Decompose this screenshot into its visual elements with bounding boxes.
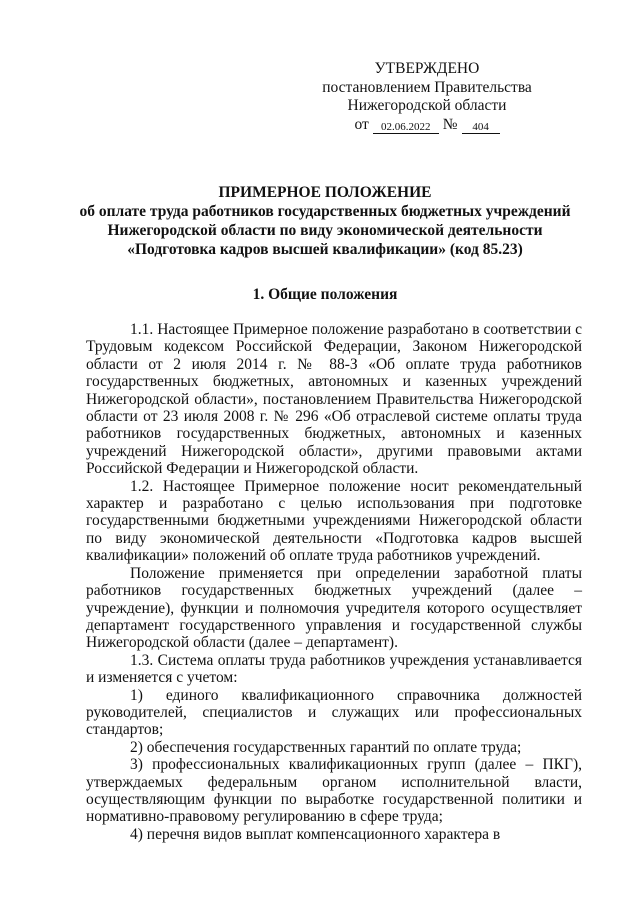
title-line-3: Нижегородской области по виду экономической деятельности [107, 222, 543, 239]
title-line-2: об оплате труда работников государственных бюджетных учреждений [79, 203, 571, 220]
paragraph: Положение применяется при определении заработной платы работников государственных бюджетных учреждений (далее – учреждение), функции и полномочия учредителя которого осуществляет департамент государственного управления и государственной службы Нижегородской области (далее – департамент). [86, 564, 582, 652]
approval-title: УТВЕРЖДЕНО [374, 60, 480, 77]
document-title [60, 183, 590, 259]
approval-number: 404 [462, 121, 500, 134]
title-line-4: «Подготовка кадров высшей квалификации» (код 85.23) [127, 241, 523, 258]
approval-date: 02.06.2022 [373, 121, 439, 134]
approval-authority: постановлением Правительства [322, 78, 532, 96]
paragraph: 1) единого квалификационного справочника должностей руководителей, специалистов и служащих или профессиональных стандартов; [86, 686, 582, 739]
paragraph: 4) перечня видов выплат компенсационного характера в [130, 825, 501, 843]
section-heading: 1. Общие положения [252, 286, 398, 303]
approval-number-label: № [442, 115, 458, 133]
paragraph: 1.1. Настоящее Примерное положение разработано в соответствии с Трудовым кодексом Российской Федерации, Законом Нижегородской области от 2 июля 2014 г. № 88-З «Об оплате труда работников государственных бюджетных, автономных и казенных учреждений Нижегородской области», постановлением Правительства Нижегородской области от 23 июля 2008 г. № 296 «Об отраслевой системе оплаты труда работников государственных бюджетных, автономных и казенных учреждений Нижегородской области», другими правовыми актами Российской Федерации и Нижегородской области. [86, 321, 582, 478]
approval-date-line [322, 116, 532, 135]
paragraph: 3) профессиональных квалификационных групп (далее – ПКГ), утверждаемых федеральным органом исполнительной власти, осуществляющим функции по выработке государственной политики и нормативно-правовому регулированию в сфере труда; [86, 756, 582, 826]
document-body [86, 321, 582, 843]
approval-stamp [322, 60, 532, 134]
title-line-1: ПРИМЕРНОЕ ПОЛОЖЕНИЕ [218, 184, 432, 201]
paragraph: 2) обеспечения государственных гарантий по оплате труда; [130, 738, 522, 756]
approval-region: Нижегородской области [347, 97, 507, 114]
paragraph: 1.2. Настоящее Примерное положение носит рекомендательный характер и разработано с целью использования при подготовке государственными бюджетными учреждениями Нижегородской области по виду экономической деятельности «Подготовка кадров высшей квалификации» положений об оплате труда работников учреждений. [86, 477, 582, 565]
approval-from-label: от [354, 115, 369, 133]
paragraph: 1.3. Система оплаты труда работников учреждения устанавливается и изменяется с учетом: [86, 651, 582, 687]
